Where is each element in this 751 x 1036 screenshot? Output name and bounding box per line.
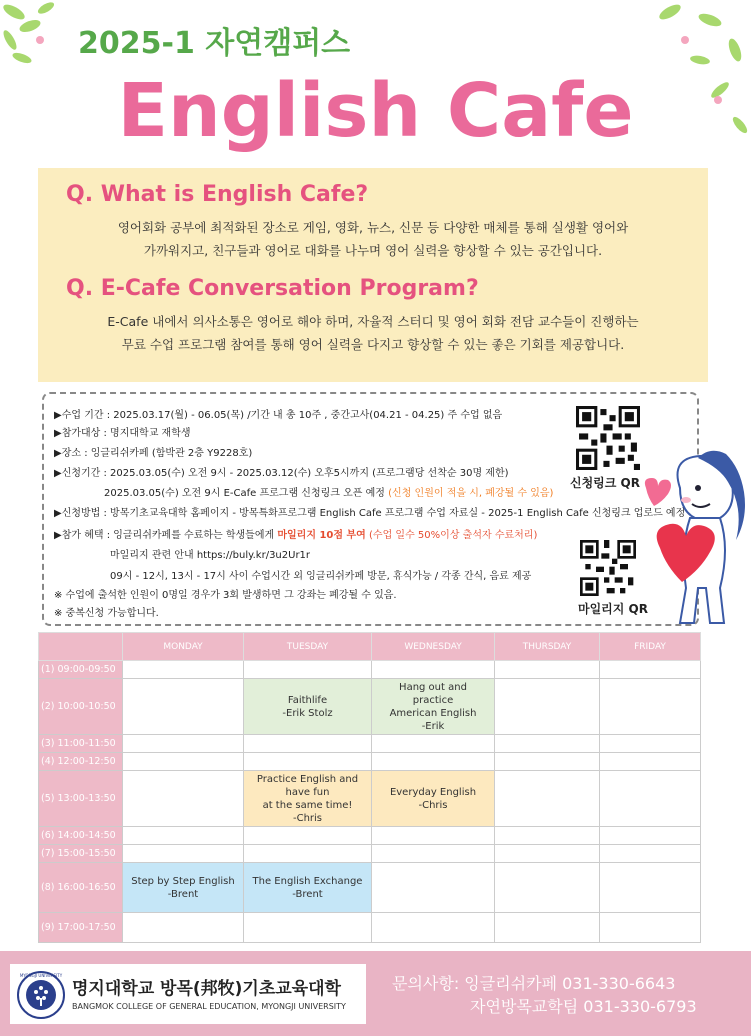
university-name-korean: 명지대학교 방목(邦牧)기초교육대학: [72, 979, 341, 999]
empty-cell: [495, 753, 600, 771]
timetable: [38, 632, 701, 943]
info-benefit: [54, 526, 537, 541]
time-slot: (6) 14:00-14:50: [39, 827, 123, 845]
empty-cell: [244, 827, 372, 845]
empty-cell: [600, 753, 701, 771]
empty-cell: [123, 913, 244, 943]
info-warning-cancel: ※ 수업에 출석한 인원이 0명일 경우가 3회 발생하면 그 강좌는 폐강될 수 있음.: [54, 590, 397, 601]
time-slot: (1) 09:00-09:50: [39, 661, 123, 679]
class-title: practice: [412, 694, 454, 706]
table-row: [39, 661, 701, 679]
empty-cell: [600, 679, 701, 735]
class-title: have fun: [285, 786, 330, 798]
table-row: [39, 845, 701, 863]
class-hang-out[interactable]: [372, 679, 495, 735]
class-title: Hang out and: [399, 681, 467, 693]
day-header-thursday: THURSDAY: [495, 633, 600, 661]
info-mileage-link[interactable]: 마일리지 관련 안내 https://buly.kr/3u2Ur1r: [110, 550, 311, 561]
unicorn-mascot-illustration: [640, 448, 750, 628]
empty-cell: [244, 753, 372, 771]
timetable-corner: [39, 633, 123, 661]
info-apply-open-note: (신청 인원이 적을 시, 폐강될 수 있음): [388, 488, 554, 499]
class-instructor: -Erik Stolz: [282, 707, 333, 719]
info-benefit-note: (수업 일수 50%이상 출석자 수료처리): [369, 530, 538, 541]
empty-cell: [600, 661, 701, 679]
time-slot: (2) 10:00-10:50: [39, 679, 123, 735]
day-header-monday: MONDAY: [123, 633, 244, 661]
empty-cell: [123, 827, 244, 845]
intro-paragraph-2-line-2: 무료 수업 프로그램 참여를 통해 영어 실력을 다지고 향상할 수 있는 좋은 기회를 제공합니다.: [121, 337, 625, 352]
class-title: The English Exchange: [252, 875, 363, 887]
empty-cell: [495, 679, 600, 735]
class-faithlife[interactable]: [244, 679, 372, 735]
empty-cell: [495, 735, 600, 753]
empty-cell: [123, 679, 244, 735]
info-apply-period: ▶신청기간 : 2025.03.05(수) 오전 9시 - 2025.03.12(수) 오후5시까지 (프로그램당 선착순 30명 제한): [54, 468, 509, 479]
question-what-is: Q. What is English Cafe?: [66, 182, 369, 207]
empty-cell: [600, 845, 701, 863]
contact-office: 자연방목교학팀 031-330-6793: [470, 997, 697, 1016]
intro-paragraph-1-line-1: 영어회화 공부에 최적화된 장소로 게임, 영화, 뉴스, 신문 등 다양한 매체를 통해 실생활 영어와: [117, 220, 629, 235]
university-logo: [10, 964, 366, 1024]
university-name-english: BANGMOK COLLEGE OF GENERAL EDUCATION, MYONGJI UNIVERSITY: [72, 1002, 346, 1011]
info-benefit-prefix: ▶참가 혜택 : 잉글리쉬카페를 수료하는 학생들에게: [54, 530, 275, 541]
empty-cell: [372, 753, 495, 771]
class-title: Everyday English: [389, 786, 477, 798]
time-slot: (9) 17:00-17:50: [39, 913, 123, 943]
apply-qr-code[interactable]: [576, 406, 640, 470]
class-instructor: -Chris: [292, 812, 323, 824]
empty-cell: [123, 753, 244, 771]
empty-cell: [600, 771, 701, 827]
empty-cell: [495, 845, 600, 863]
intro-paragraph-1: [38, 216, 708, 262]
info-place: ▶장소 : 잉글리쉬카페 (함박관 2층 Y9228호): [54, 448, 253, 459]
university-seal-icon: [16, 970, 66, 1020]
class-everyday-english[interactable]: [372, 771, 495, 827]
empty-cell: [123, 771, 244, 827]
class-title: Faithlife: [287, 694, 328, 706]
class-instructor: -Chris: [418, 799, 448, 811]
apply-qr-label: 신청링크 QR: [570, 476, 640, 490]
empty-cell: [600, 863, 701, 913]
class-title: at the same time!: [262, 799, 353, 811]
time-slot: (7) 15:00-15:50: [39, 845, 123, 863]
class-title: American English: [389, 707, 477, 719]
time-slot: (8) 16:00-16:50: [39, 863, 123, 913]
table-row: [39, 863, 701, 913]
table-row: [39, 679, 701, 735]
class-title: Practice English and: [256, 773, 359, 785]
class-instructor: -Brent: [167, 888, 199, 900]
empty-cell: [244, 845, 372, 863]
intro-paragraph-2-line-1: E-Cafe 내에서 의사소통은 영어로 해야 하며, 자율적 스터디 및 영어 회화 전담 교수들이 진행하는: [107, 314, 639, 329]
table-row: [39, 913, 701, 943]
campus-subtitle: 2025-1 자연캠퍼스: [78, 26, 351, 61]
page-title: English Cafe: [117, 68, 634, 154]
mileage-qr-code[interactable]: [580, 540, 636, 596]
time-slot: (5) 13:00-13:50: [39, 771, 123, 827]
empty-cell: [372, 863, 495, 913]
contact-english-cafe: 문의사항: 잉글리쉬카페 031-330-6643: [392, 974, 676, 993]
empty-cell: [600, 827, 701, 845]
empty-cell: [495, 771, 600, 827]
mileage-qr-label: 마일리지 QR: [578, 602, 648, 616]
info-warning-duplicate: ※ 중복신청 가능합니다.: [54, 608, 159, 619]
footer: [0, 951, 751, 1036]
info-target: ▶참가대상 : 명지대학교 재학생: [54, 428, 191, 439]
seal-text: MYONGJI UNIVERSITY: [19, 973, 63, 978]
empty-cell: [600, 735, 701, 753]
empty-cell: [372, 827, 495, 845]
day-header-friday: FRIDAY: [600, 633, 701, 661]
program-info-box: [42, 392, 699, 626]
empty-cell: [244, 735, 372, 753]
question-program: Q. E-Cafe Conversation Program?: [66, 276, 479, 301]
empty-cell: [495, 863, 600, 913]
empty-cell: [244, 913, 372, 943]
empty-cell: [372, 845, 495, 863]
class-practice-english[interactable]: [244, 771, 372, 827]
day-header-wednesday: WEDNESDAY: [372, 633, 495, 661]
intro-paragraph-2: [38, 310, 708, 356]
class-title: Step by Step English: [131, 875, 235, 887]
empty-cell: [495, 661, 600, 679]
class-instructor: -Brent: [292, 888, 323, 900]
timetable-header-row: [39, 633, 701, 661]
table-row: [39, 827, 701, 845]
table-row: [39, 771, 701, 827]
class-english-exchange[interactable]: [244, 863, 372, 913]
empty-cell: [372, 661, 495, 679]
empty-cell: [123, 661, 244, 679]
time-slot: (4) 12:00-12:50: [39, 753, 123, 771]
info-benefit-highlight: 마일리지 10점 부여: [277, 530, 366, 541]
time-slot: (3) 11:00-11:50: [39, 735, 123, 753]
info-apply-open: [104, 484, 553, 499]
info-period: ▶수업 기간 : 2025.03.17(월) - 06.05(목) /기간 내 총 10주 , 중간고사(04.21 - 04.25) 주 수업 없음: [54, 410, 503, 421]
empty-cell: [123, 845, 244, 863]
class-step-by-step[interactable]: [123, 863, 244, 913]
empty-cell: [123, 735, 244, 753]
info-hours: 09시 - 12시, 13시 - 17시 사이 수업시간 외 잉글리쉬카페 방문, 휴식가능 / 각종 간식, 음료 제공: [110, 571, 532, 582]
class-instructor: -Erik: [421, 720, 445, 732]
info-apply-open-text: 2025.03.05(수) 오전 9시 E-Cafe 프로그램 신청링크 오픈 예정: [104, 488, 385, 499]
empty-cell: [495, 913, 600, 943]
empty-cell: [600, 913, 701, 943]
table-row: [39, 753, 701, 771]
intro-paragraph-1-line-2: 가까워지고, 친구들과 영어로 대화를 나누며 영어 실력을 향상할 수 있는 공간입니다.: [143, 243, 603, 258]
empty-cell: [372, 913, 495, 943]
empty-cell: [372, 735, 495, 753]
day-header-tuesday: TUESDAY: [244, 633, 372, 661]
empty-cell: [495, 827, 600, 845]
intro-section: [38, 168, 708, 382]
table-row: [39, 735, 701, 753]
empty-cell: [244, 661, 372, 679]
info-apply-method: ▶신청방법 : 방목기초교육대학 홈페이지 - 방목특화프로그램 English Cafe 프로그램 수업 자료실 - 2025-1 English Cafe 신청링크 업로드 예정: [54, 508, 686, 519]
